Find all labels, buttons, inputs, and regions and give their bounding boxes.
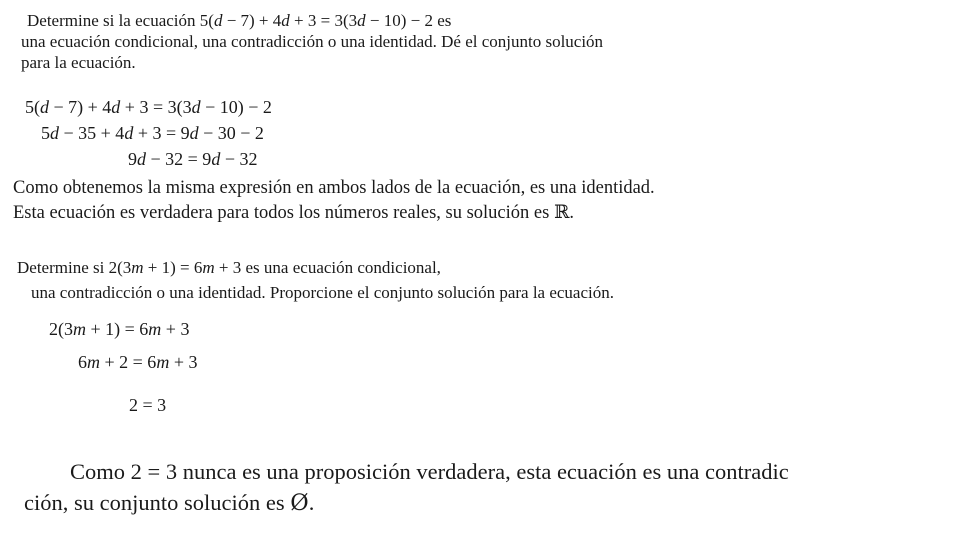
solution2-step1: 2(3m + 1) = 6m + 3 <box>49 319 190 339</box>
problem1-line3: para la ecuación. <box>21 53 136 72</box>
contradiction-statement: 2 = 3 <box>130 459 178 484</box>
reals-symbol: ℝ <box>553 202 570 223</box>
problem2-line2: una contradicción o una identidad. Proporcione el conjunto solución para la ecuación. <box>31 283 614 302</box>
solution1-step3: 9d − 32 = 9d − 32 <box>128 149 258 169</box>
solution2-conclusion-line2: ción, su conjunto solución es Ø. <box>24 490 315 516</box>
problem1-line1: Determine si la ecuación 5(d − 7) + 4d + 3 = 3(3d − 10) − 2 es <box>27 11 452 30</box>
solution2-step3: 2 = 3 <box>129 395 167 415</box>
problem1-line2: una ecuación condicional, una contradicción o una identidad. Dé el conjunto solución <box>21 32 604 51</box>
solution1-conclusion-line1: Como obtenemos la misma expresión en ambos lados de la ecuación, es una identidad. <box>13 178 655 198</box>
solution2-conclusion-line1: Como 2 = 3 nunca es una proposición verdadera, esta ecuación es una contradic <box>70 459 789 484</box>
problem2-equation: 2(3m + 1) = 6m + 3 <box>108 258 242 277</box>
empty-set-symbol: Ø <box>290 490 309 516</box>
problem2-line1: Determine si 2(3m + 1) = 6m + 3 es una ecuación condicional, <box>17 258 441 277</box>
solution1-step2: 5d − 35 + 4d + 3 = 9d − 30 − 2 <box>41 123 264 143</box>
solution2-step2: 6m + 2 = 6m + 3 <box>78 352 198 372</box>
solution1-step1: 5(d − 7) + 4d + 3 = 3(3d − 10) − 2 <box>25 97 272 117</box>
solution1-conclusion-line2: Esta ecuación es verdadera para todos los números reales, su solución es ℝ. <box>13 202 574 223</box>
problem1-equation: 5(d − 7) + 4d + 3 = 3(3d − 10) − 2 <box>199 11 433 30</box>
